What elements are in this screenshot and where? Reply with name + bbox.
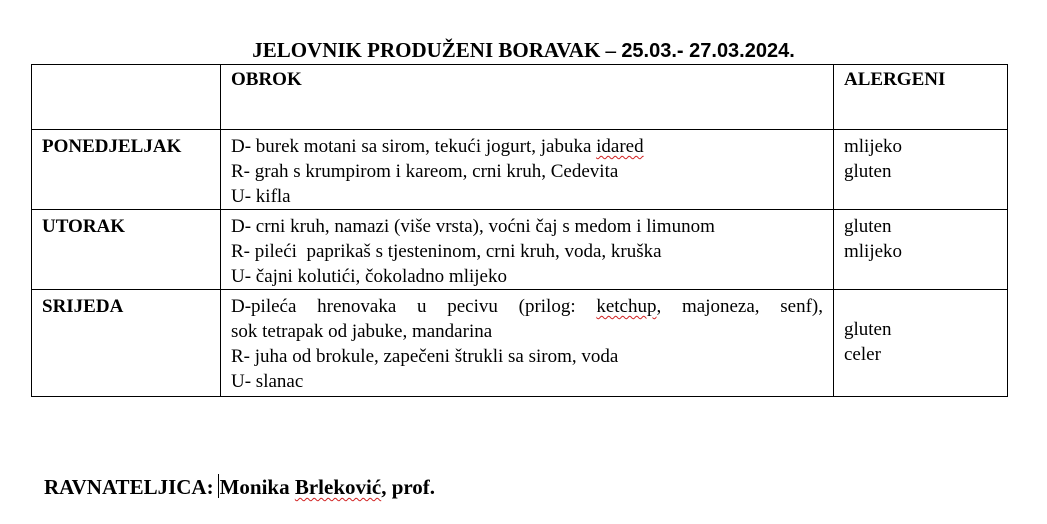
meal-line-u: U- čajni kolutići, čokoladno mlijeko: [231, 266, 507, 287]
signature-name-first: Monika: [219, 475, 295, 499]
signature-label: RAVNATELJICA:: [44, 475, 214, 499]
spellcheck-word: idared: [596, 136, 644, 157]
table-row: [32, 130, 1008, 210]
meal-line-r: R- pileći paprikaš s tjesteninom, crni kruh, voda, kruška: [231, 241, 662, 262]
title-text: JELOVNIK PRODUŽENI BORAVAK –: [252, 38, 617, 62]
signature-suffix: , prof.: [381, 475, 436, 499]
allergen-item: celer: [844, 344, 881, 365]
spellcheck-word: Brleković: [294, 475, 382, 499]
meal-line-d: [231, 134, 823, 159]
meal-line-d: D- crni kruh, namazi (više vrsta), voćni čaj s medom i limunom: [231, 216, 715, 237]
header-meal-cell: OBROK: [221, 65, 834, 130]
table-header-row: [32, 65, 1008, 130]
meal-line-u: U- kifla: [231, 186, 291, 207]
meal-cell: [221, 130, 834, 210]
allergen-item: gluten: [844, 216, 892, 237]
day-cell: SRIJEDA: [32, 290, 221, 397]
meal-line-r: R- grah s krumpirom i kareom, crni kruh, Cedevita: [231, 161, 619, 182]
title-dates: 25.03.- 27.03.2024.: [621, 40, 795, 62]
spellcheck-word: ketchup: [596, 296, 657, 317]
allergen-item: gluten: [844, 319, 892, 340]
allergens-cell: [834, 130, 1008, 210]
meal-cell: [221, 290, 834, 397]
meal-line-r: R- juha od brokule, zapečeni štrukli sa sirom, voda: [231, 346, 619, 367]
header-allergens-cell: ALERGENI: [834, 65, 1008, 130]
day-cell: UTORAK: [32, 210, 221, 290]
header-day-cell: [32, 65, 221, 130]
table-row: [32, 210, 1008, 290]
allergens-cell: [834, 210, 1008, 290]
signature-line: [44, 474, 435, 500]
menu-table: [31, 64, 1008, 397]
meal-line-d-cont: sok tetrapak od jabuke, mandarina: [231, 321, 493, 342]
meal-cell: [221, 210, 834, 290]
day-cell: PONEDJELJAK: [32, 130, 221, 210]
meal-text: , majoneza, senf),: [656, 296, 823, 317]
meal-line-d: [231, 294, 823, 319]
page-title: [0, 38, 1047, 63]
cell-spacer: [844, 294, 997, 317]
text-cursor: [218, 474, 219, 498]
allergen-item: gluten: [844, 161, 892, 182]
allergens-cell: [834, 290, 1008, 397]
meal-text: D-pileća hrenovaka u pecivu (prilog:: [231, 296, 597, 317]
allergen-item: mlijeko: [844, 136, 903, 157]
table-row: [32, 290, 1008, 397]
allergen-item: mlijeko: [844, 241, 903, 262]
meal-line-u: U- slanac: [231, 371, 304, 392]
meal-text: D- burek motani sa sirom, tekući jogurt, jabuka: [231, 136, 597, 157]
